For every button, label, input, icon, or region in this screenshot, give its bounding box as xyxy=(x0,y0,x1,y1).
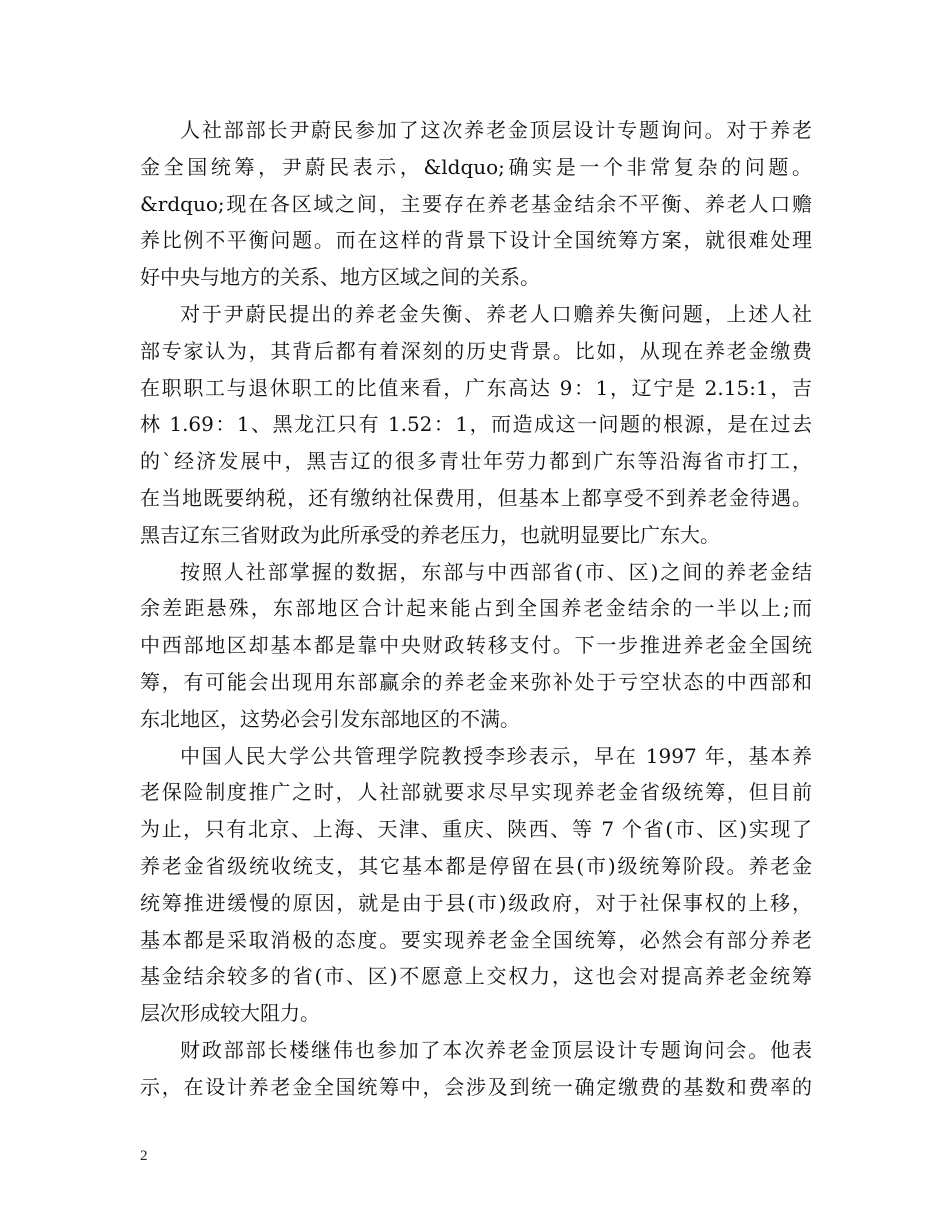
text-line: 东北地区，这势必会引发东部地区的不满。 xyxy=(140,706,520,731)
text-line: 养老金省级统收统支，其它基本都是停留在县(市)级统筹阶段。养老金 xyxy=(140,853,812,878)
text-line: 按照人社部掌握的数据，东部与中西部省(市、区)之间的养老金结 xyxy=(180,559,812,584)
text-line: 中国人民大学公共管理学院教授李珍表示，早在 1997 年，基本养 xyxy=(180,743,812,768)
text-line: 好中央与地方的关系、地方区域之间的关系。 xyxy=(140,265,540,290)
text-line: 中西部地区却基本都是靠中央财政转移支付。下一步推进养老金全国统 xyxy=(140,633,812,658)
text-line: 金全国统筹，尹蔚民表示，&ldquo;确实是一个非常复杂的问题。 xyxy=(140,154,812,179)
text-line: 黑吉辽东三省财政为此所承受的养老压力，也就明显要比广东大。 xyxy=(140,522,720,547)
paragraph-4 xyxy=(140,738,812,1032)
text-line: 的`经济发展中，黑吉辽的很多青壮年劳力都到广东等沿海省市打工， xyxy=(140,449,812,474)
page-number: 2 xyxy=(140,1148,148,1164)
text-line: 人社部部长尹蔚民参加了这次养老金顶层设计专题询问。对于养老 xyxy=(180,118,812,142)
text-line: 示，在设计养老金全国统筹中，会涉及到统一确定缴费的基数和费率的 xyxy=(140,1074,812,1099)
paragraph-1 xyxy=(140,112,812,296)
text-line: 统筹推进缓慢的原因，就是由于县(市)级政府，对于社保事权的上移， xyxy=(140,890,812,915)
text-line: 层次形成较大阻力。 xyxy=(140,1001,320,1026)
text-line: 财政部部长楼继伟也参加了本次养老金顶层设计专题询问会。他表 xyxy=(180,1037,812,1062)
text-line: 养比例不平衡问题。而在这样的背景下设计全国统筹方案，就很难处理 xyxy=(140,228,812,253)
text-line: 在职职工与退休职工的比值来看，广东高达 9：1，辽宁是 2.15:1，吉 xyxy=(140,375,812,400)
paragraph-5 xyxy=(140,1032,812,1106)
text-line: 余差距悬殊，东部地区合计起来能占到全国养老金结余的一半以上;而 xyxy=(140,596,812,621)
document-body xyxy=(140,112,812,1106)
text-line: 在当地既要纳税，还有缴纳社保费用，但基本上都享受不到养老金待遇。 xyxy=(140,485,812,510)
paragraph-3 xyxy=(140,554,812,738)
text-line: 林 1.69：1、黑龙江只有 1.52：1，而造成这一问题的根源，是在过去 xyxy=(140,412,812,437)
text-line: 筹，有可能会出现用东部赢余的养老金来弥补处于亏空状态的中西部和 xyxy=(140,669,812,694)
paragraph-2 xyxy=(140,296,812,554)
text-line: 对于尹蔚民提出的养老金失衡、养老人口赡养失衡问题，上述人社 xyxy=(180,301,812,326)
text-line: 老保险制度推广之时，人社部就要求尽早实现养老金省级统筹，但目前 xyxy=(140,780,812,805)
text-line: 为止，只有北京、上海、天津、重庆、陕西、等 7 个省(市、区)实现了 xyxy=(140,817,812,842)
text-line: 基金结余较多的省(市、区)不愿意上交权力，这也会对提高养老金统筹 xyxy=(140,964,812,989)
text-line: 部专家认为，其背后都有着深刻的历史背景。比如，从现在养老金缴费 xyxy=(140,338,812,363)
text-line: 基本都是采取消极的态度。要实现养老金全国统筹，必然会有部分养老 xyxy=(140,927,812,952)
text-line: &rdquo;现在各区域之间，主要存在养老基金结余不平衡、养老人口赡 xyxy=(140,191,812,216)
